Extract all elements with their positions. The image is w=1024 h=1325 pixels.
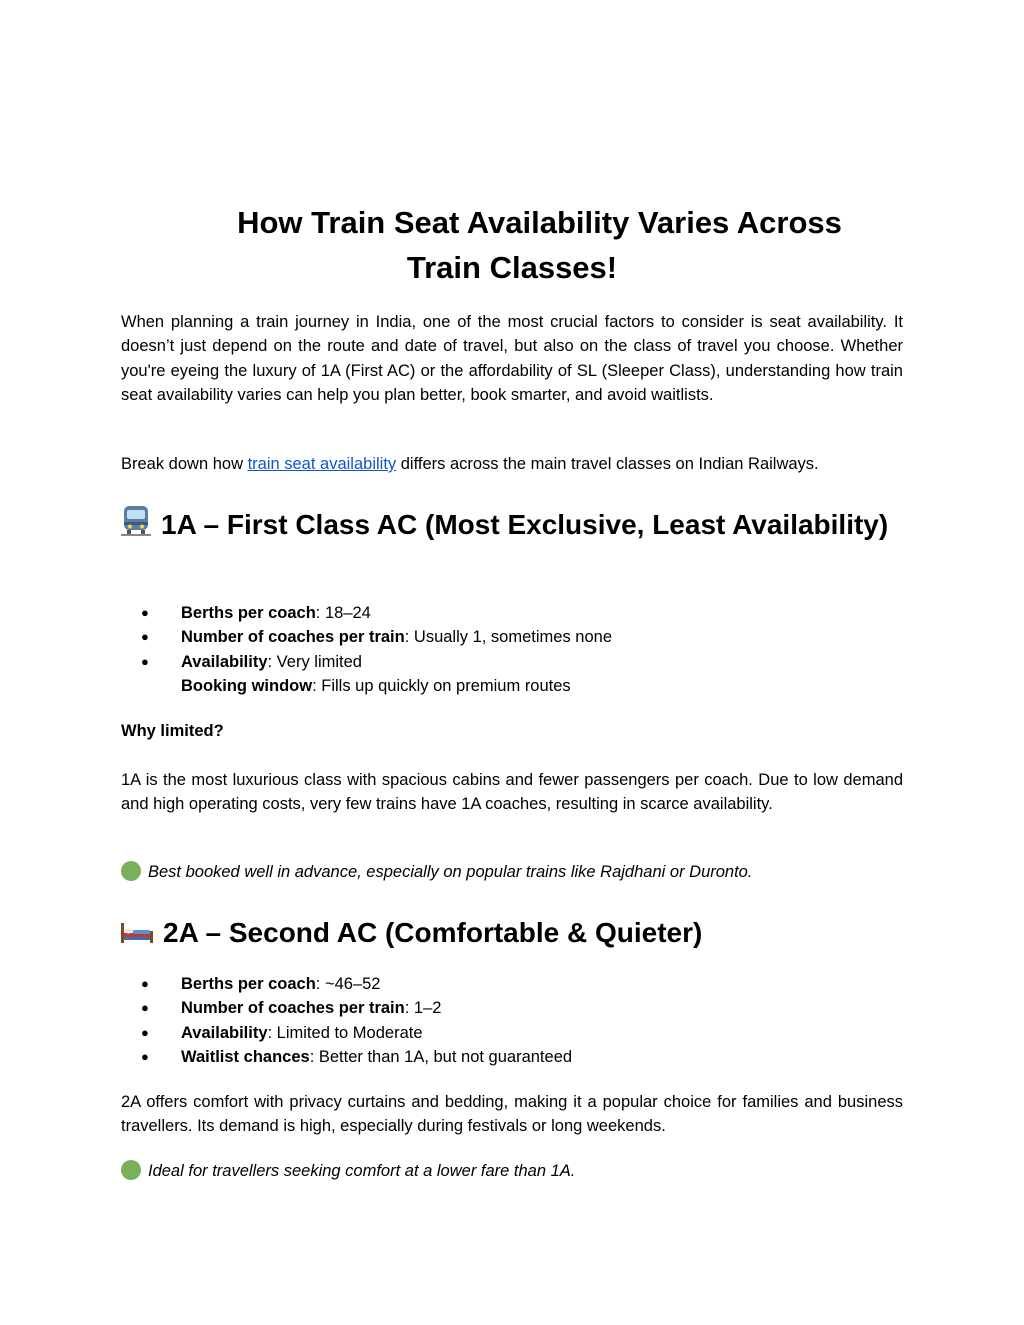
- item-value: : Better than 1A, but not guaranteed: [309, 1047, 573, 1066]
- bullet: ●: [141, 976, 149, 991]
- section-2a-paragraph: 2A offers comfort with privacy curtains and bedding, making it a popular choice for families and business travellers. Its demand is high, especially during festivals or long weekends.: [121, 1093, 903, 1136]
- note-text: Ideal for travellers seeking comfort at a lower fare than 1A.: [148, 1162, 576, 1180]
- list-item: [121, 674, 903, 698]
- item-value: : Limited to Moderate: [267, 1023, 423, 1042]
- item-value: : Usually 1, sometimes none: [404, 628, 612, 647]
- item-label: Berths per coach: [181, 604, 316, 622]
- breakdown-text-before: Break down how: [121, 455, 248, 473]
- item-value: : Very limited: [267, 652, 362, 671]
- item-label: Availability: [181, 1023, 268, 1042]
- item-label: Number of coaches per train: [181, 628, 405, 647]
- bullet: ●: [141, 629, 149, 645]
- intro-paragraph: When planning a train journey in India, one of the most crucial factors to consider is seat availability. It doesn’t just depend on the route and date of travel, but also on the class of travel you choose. Whether you're eyeing the luxury of 1A (First AC) or the affordability of SL (Sleeper Class), understanding how train seat availability varies can help you plan better, book smarter, and avoid waitlists.: [121, 313, 903, 404]
- bed-icon: [121, 917, 153, 955]
- note-text: Best booked well in advance, especially on popular trains like Rajdhani or Duronto.: [148, 863, 753, 881]
- why-limited-heading: Why limited?: [121, 722, 224, 740]
- item-label: Berths per coach: [181, 975, 316, 993]
- why-limited-paragraph: 1A is the most luxurious class with spacious cabins and fewer passengers per coach. Due to low demand and high operating costs, very few trains have 1A coaches, resulting in scarce availability.: [121, 771, 903, 814]
- section-1a-heading-text: 1A – First Class AC (Most Exclusive, Least Availability): [161, 509, 889, 540]
- section-1a-list: [121, 601, 903, 698]
- title-line-2: Train Classes!: [406, 250, 618, 285]
- page-title: [121, 200, 903, 290]
- list-item: [121, 996, 903, 1020]
- breakdown-text-after: differs across the main travel classes on Indian Railways.: [396, 455, 819, 473]
- section-2a-note: [121, 1159, 903, 1183]
- title-line-1: How Train Seat Availability Varies Across: [237, 205, 842, 240]
- bullet: ●: [141, 1000, 149, 1016]
- section-2a-heading: [121, 914, 903, 955]
- train-icon: [121, 505, 151, 547]
- item-label: Availability: [181, 652, 268, 671]
- item-value: : ~46–52: [315, 975, 381, 993]
- list-item: [121, 1021, 903, 1045]
- item-label: Waitlist chances: [181, 1047, 310, 1066]
- bullet: ●: [141, 1024, 149, 1040]
- bullet: ●: [141, 1048, 149, 1064]
- list-item: [121, 650, 903, 674]
- item-label: Booking window: [181, 676, 313, 695]
- train-seat-availability-link[interactable]: train seat availability: [247, 455, 397, 473]
- item-value: : 1–2: [404, 999, 442, 1018]
- bullet: ●: [141, 653, 149, 669]
- list-item: [121, 972, 903, 996]
- list-item: [121, 625, 903, 649]
- bullet: ●: [141, 605, 149, 620]
- green-circle-icon: [121, 861, 141, 881]
- section-1a-heading: [121, 505, 903, 547]
- list-item: [121, 1045, 903, 1069]
- breakdown-paragraph: [121, 452, 903, 476]
- item-value: : 18–24: [315, 604, 371, 622]
- section-2a-list: [121, 972, 903, 1069]
- section-2a-heading-text: 2A – Second AC (Comfortable & Quieter): [163, 917, 703, 948]
- list-item: [121, 601, 903, 625]
- section-1a-note: [121, 860, 903, 884]
- green-circle-icon: [121, 1160, 141, 1180]
- item-label: Number of coaches per train: [181, 999, 405, 1018]
- item-value: : Fills up quickly on premium routes: [312, 676, 571, 695]
